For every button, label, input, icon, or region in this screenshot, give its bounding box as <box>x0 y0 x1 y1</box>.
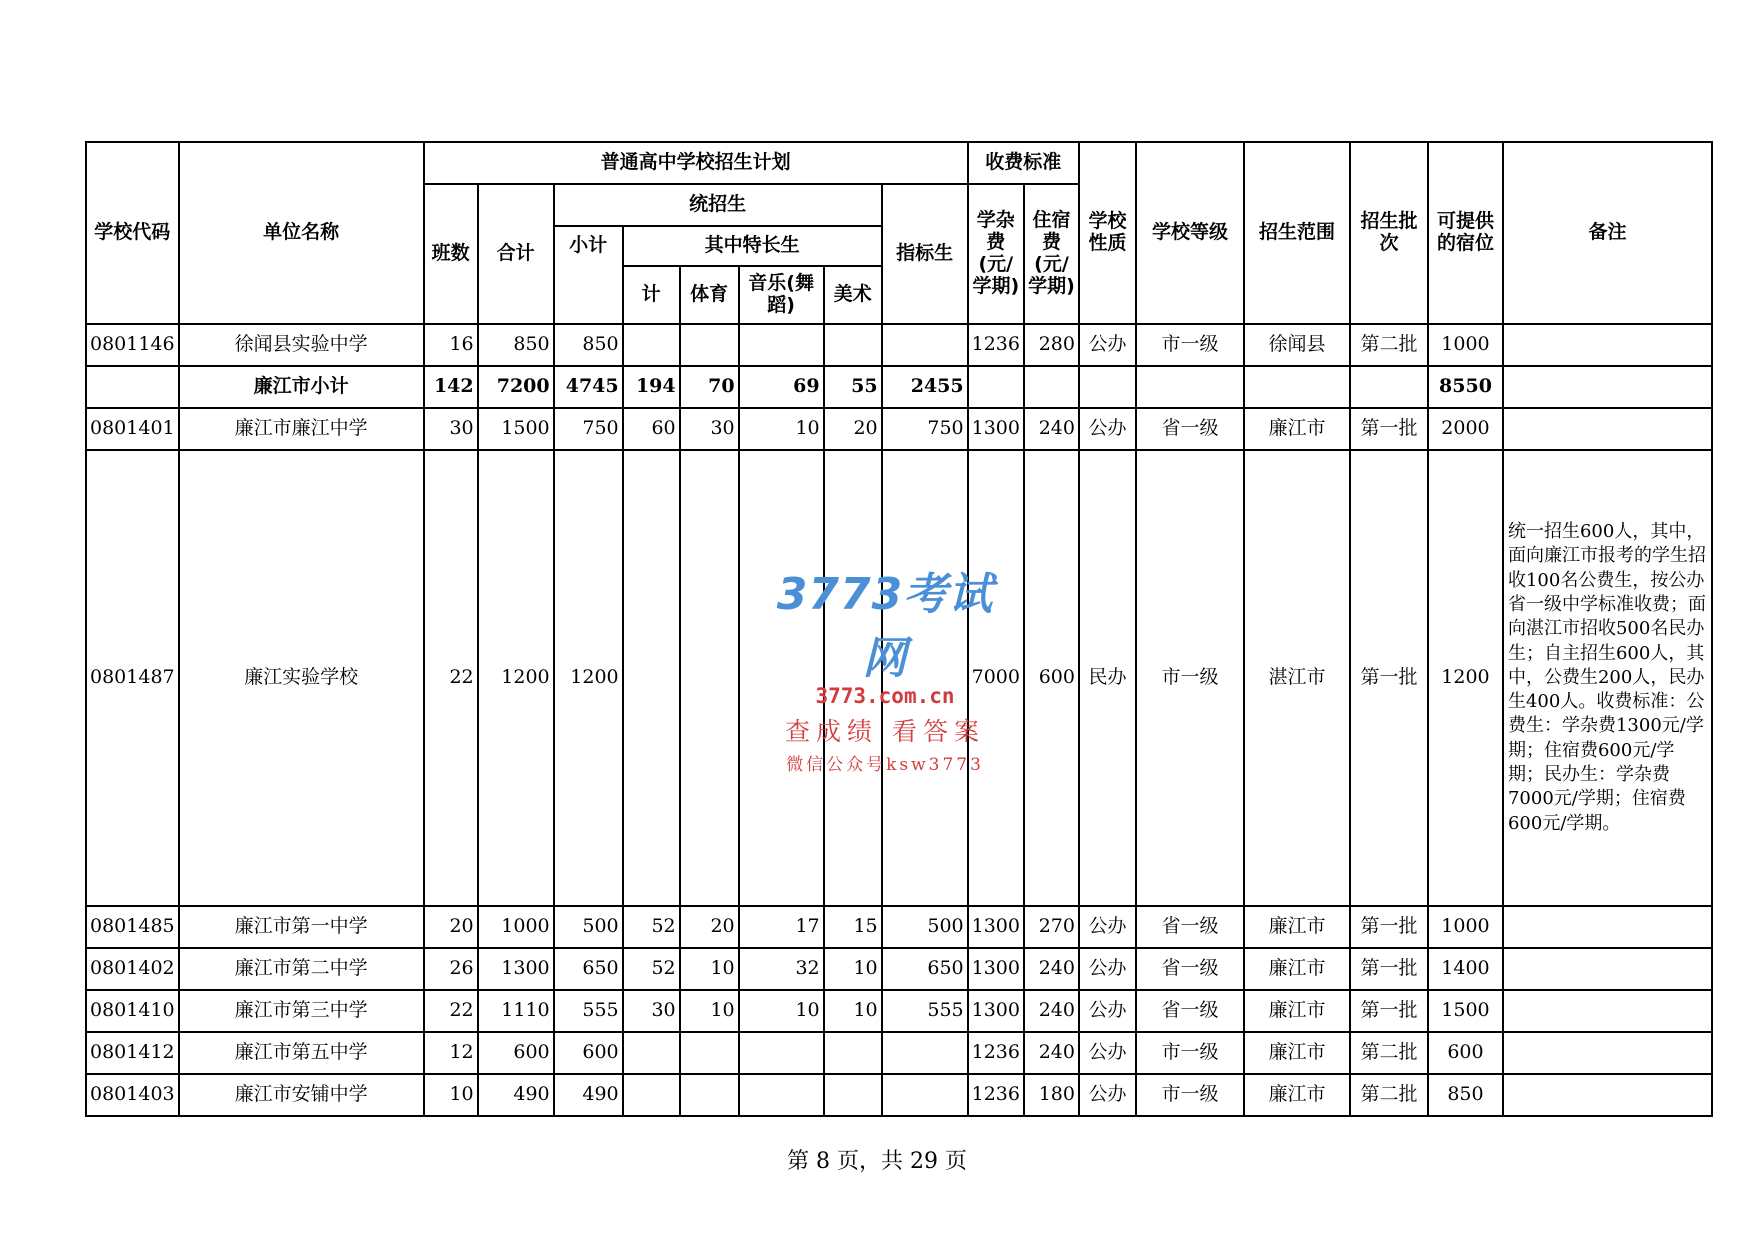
cell-quota: 650 <box>882 948 968 990</box>
cell-classes: 22 <box>424 990 478 1032</box>
cell-sports: 70 <box>680 366 739 408</box>
table-row <box>86 450 1712 906</box>
cell-subtotal: 650 <box>554 948 623 990</box>
cell-tuition: 7000 <box>968 450 1024 906</box>
cell-sp <box>623 1074 680 1116</box>
cell-code: 0801485 <box>86 906 179 948</box>
cell-subtotal: 850 <box>554 324 623 366</box>
cell-batch: 第一批 <box>1350 408 1428 450</box>
cell-range: 廉江市 <box>1244 1032 1350 1074</box>
cell-range: 湛江市 <box>1244 450 1350 906</box>
cell-beds: 1500 <box>1428 990 1503 1032</box>
cell-sports: 20 <box>680 906 739 948</box>
cell-music: 17 <box>739 906 824 948</box>
cell-code <box>86 366 179 408</box>
cell-sp <box>623 1032 680 1074</box>
cell-sp: 52 <box>623 948 680 990</box>
cell-range: 徐闻县 <box>1244 324 1350 366</box>
cell-subtotal: 600 <box>554 1032 623 1074</box>
cell-tuition <box>968 366 1024 408</box>
cell-music <box>739 1074 824 1116</box>
cell-lodging: 240 <box>1024 948 1079 990</box>
table-row <box>86 1032 1712 1074</box>
cell-level <box>1136 366 1244 408</box>
table-row <box>86 948 1712 990</box>
cell-art <box>824 1074 882 1116</box>
cell-classes: 16 <box>424 324 478 366</box>
cell-lodging: 240 <box>1024 990 1079 1032</box>
cell-total: 1500 <box>478 408 554 450</box>
header-unified: 统招生 <box>554 184 882 226</box>
cell-remark: 统一招生600人，其中，面向廉江市报考的学生招收100名公费生，按公办省一级中学标准收费；面向湛江市招收500名民办生；自主招生600人，其中，公费生200人，民办生400人。收费标准：公费生：学杂费1300元/学期；住宿费600元/学期；民办生：学杂费7000元/学期；住宿费600元/学期。 <box>1503 450 1712 906</box>
header-batch: 招生批次 <box>1350 142 1428 324</box>
cell-total: 600 <box>478 1032 554 1074</box>
cell-quota: 500 <box>882 906 968 948</box>
watermark-slogan: 查成绩 看答案 <box>785 717 985 746</box>
cell-sports: 10 <box>680 990 739 1032</box>
header-lodging: 住宿费(元/学期) <box>1024 184 1079 324</box>
header-plan: 普通高中学校招生计划 <box>424 142 968 184</box>
cell-tuition: 1236 <box>968 324 1024 366</box>
cell-nature: 公办 <box>1079 1074 1136 1116</box>
cell-name: 廉江市廉江中学 <box>179 408 424 450</box>
cell-range <box>1244 366 1350 408</box>
cell-beds: 1000 <box>1428 324 1503 366</box>
cell-quota: 2455 <box>882 366 968 408</box>
cell-subtotal: 750 <box>554 408 623 450</box>
cell-level: 省一级 <box>1136 990 1244 1032</box>
cell-sports: 30 <box>680 408 739 450</box>
cell-nature <box>1079 366 1136 408</box>
header-beds: 可提供的宿位 <box>1428 142 1503 324</box>
cell-sp <box>623 324 680 366</box>
header-level: 学校等级 <box>1136 142 1244 324</box>
header-total: 合计 <box>478 184 554 324</box>
cell-art: 15 <box>824 906 882 948</box>
cell-beds: 8550 <box>1428 366 1503 408</box>
cell-art <box>824 450 882 906</box>
cell-name: 徐闻县实验中学 <box>179 324 424 366</box>
header-subtotal: 小计 <box>554 226 623 324</box>
header-range: 招生范围 <box>1244 142 1350 324</box>
cell-classes: 20 <box>424 906 478 948</box>
header-special: 其中特长生 <box>623 226 882 266</box>
cell-nature: 公办 <box>1079 990 1136 1032</box>
cell-art: 55 <box>824 366 882 408</box>
cell-level: 市一级 <box>1136 324 1244 366</box>
cell-tuition: 1300 <box>968 408 1024 450</box>
cell-sp: 52 <box>623 906 680 948</box>
cell-level: 省一级 <box>1136 948 1244 990</box>
cell-tuition: 1300 <box>968 906 1024 948</box>
cell-classes: 30 <box>424 408 478 450</box>
cell-range: 廉江市 <box>1244 906 1350 948</box>
cell-level: 省一级 <box>1136 906 1244 948</box>
cell-quota: 750 <box>882 408 968 450</box>
cell-level: 市一级 <box>1136 450 1244 906</box>
header-classes: 班数 <box>424 184 478 324</box>
header-fee: 收费标准 <box>968 142 1079 184</box>
cell-name: 廉江市安铺中学 <box>179 1074 424 1116</box>
header-music: 音乐(舞蹈) <box>739 266 824 324</box>
cell-name: 廉江市小计 <box>179 366 424 408</box>
cell-art <box>824 1032 882 1074</box>
cell-nature: 公办 <box>1079 948 1136 990</box>
cell-code: 0801412 <box>86 1032 179 1074</box>
cell-remark <box>1503 1074 1712 1116</box>
cell-tuition: 1300 <box>968 948 1024 990</box>
header-sports: 体育 <box>680 266 739 324</box>
cell-total: 1200 <box>478 450 554 906</box>
cell-batch: 第一批 <box>1350 906 1428 948</box>
cell-nature: 公办 <box>1079 906 1136 948</box>
table-row <box>86 1074 1712 1116</box>
cell-remark <box>1503 948 1712 990</box>
cell-tuition: 1236 <box>968 1032 1024 1074</box>
cell-code: 0801146 <box>86 324 179 366</box>
cell-range: 廉江市 <box>1244 408 1350 450</box>
cell-sp: 194 <box>623 366 680 408</box>
cell-batch: 第二批 <box>1350 1074 1428 1116</box>
table-row <box>86 366 1712 408</box>
cell-art <box>824 324 882 366</box>
cell-subtotal: 1200 <box>554 450 623 906</box>
cell-nature: 公办 <box>1079 324 1136 366</box>
cell-sp <box>623 450 680 906</box>
cell-sports <box>680 450 739 906</box>
cell-subtotal: 500 <box>554 906 623 948</box>
cell-classes: 26 <box>424 948 478 990</box>
cell-subtotal: 4745 <box>554 366 623 408</box>
cell-level: 市一级 <box>1136 1074 1244 1116</box>
cell-code: 0801487 <box>86 450 179 906</box>
cell-tuition: 1236 <box>968 1074 1024 1116</box>
cell-lodging: 240 <box>1024 408 1079 450</box>
cell-name: 廉江市第二中学 <box>179 948 424 990</box>
cell-total: 1110 <box>478 990 554 1032</box>
cell-remark <box>1503 408 1712 450</box>
cell-remark <box>1503 990 1712 1032</box>
cell-classes: 142 <box>424 366 478 408</box>
cell-classes: 10 <box>424 1074 478 1116</box>
cell-code: 0801410 <box>86 990 179 1032</box>
cell-sports: 10 <box>680 948 739 990</box>
cell-beds: 600 <box>1428 1032 1503 1074</box>
cell-lodging: 600 <box>1024 450 1079 906</box>
cell-lodging: 180 <box>1024 1074 1079 1116</box>
header-remark: 备注 <box>1503 142 1712 324</box>
watermark-domain: 3773.com.cn <box>815 684 955 708</box>
cell-code: 0801401 <box>86 408 179 450</box>
cell-batch: 第二批 <box>1350 1032 1428 1074</box>
cell-lodging: 240 <box>1024 1032 1079 1074</box>
cell-art: 10 <box>824 948 882 990</box>
cell-quota <box>882 1032 968 1074</box>
header-sp-total: 计 <box>623 266 680 324</box>
cell-level: 市一级 <box>1136 1032 1244 1074</box>
cell-remark <box>1503 366 1712 408</box>
table-row <box>86 906 1712 948</box>
cell-music <box>739 450 824 906</box>
cell-range: 廉江市 <box>1244 990 1350 1032</box>
cell-quota <box>882 450 968 906</box>
cell-lodging <box>1024 366 1079 408</box>
cell-subtotal: 490 <box>554 1074 623 1116</box>
cell-remark <box>1503 1032 1712 1074</box>
cell-range: 廉江市 <box>1244 948 1350 990</box>
cell-music <box>739 1032 824 1074</box>
cell-beds: 1400 <box>1428 948 1503 990</box>
cell-batch: 第一批 <box>1350 450 1428 906</box>
cell-remark <box>1503 906 1712 948</box>
cell-name: 廉江实验学校 <box>179 450 424 906</box>
cell-lodging: 280 <box>1024 324 1079 366</box>
cell-art: 20 <box>824 408 882 450</box>
header-tuition: 学杂费(元/学期) <box>968 184 1024 324</box>
cell-music <box>739 324 824 366</box>
header-art: 美术 <box>824 266 882 324</box>
cell-beds: 1200 <box>1428 450 1503 906</box>
cell-sports <box>680 1074 739 1116</box>
cell-music: 10 <box>739 408 824 450</box>
cell-code: 0801402 <box>86 948 179 990</box>
cell-batch <box>1350 366 1428 408</box>
watermark-brand: 3773考试网 <box>776 569 994 684</box>
cell-total: 490 <box>478 1074 554 1116</box>
cell-name: 廉江市第五中学 <box>179 1032 424 1074</box>
cell-level: 省一级 <box>1136 408 1244 450</box>
cell-subtotal: 555 <box>554 990 623 1032</box>
cell-total: 1300 <box>478 948 554 990</box>
cell-sp: 30 <box>623 990 680 1032</box>
table-row <box>86 324 1712 366</box>
cell-sports <box>680 1032 739 1074</box>
cell-sports <box>680 324 739 366</box>
cell-lodging: 270 <box>1024 906 1079 948</box>
page-footer: 第 8 页，共 29 页 <box>787 1149 967 1174</box>
cell-classes: 22 <box>424 450 478 906</box>
header-nature: 学校性质 <box>1079 142 1136 324</box>
header-quota: 指标生 <box>882 184 968 324</box>
cell-name: 廉江市第三中学 <box>179 990 424 1032</box>
header-code: 学校代码 <box>86 142 179 324</box>
cell-batch: 第一批 <box>1350 948 1428 990</box>
cell-music: 32 <box>739 948 824 990</box>
cell-art: 10 <box>824 990 882 1032</box>
cell-total: 1000 <box>478 906 554 948</box>
cell-music: 69 <box>739 366 824 408</box>
cell-tuition: 1300 <box>968 990 1024 1032</box>
cell-total: 7200 <box>478 366 554 408</box>
watermark-wechat: 微信公众号ksw3773 <box>786 755 984 775</box>
cell-name: 廉江市第一中学 <box>179 906 424 948</box>
cell-range: 廉江市 <box>1244 1074 1350 1116</box>
enrollment-plan-table <box>85 141 1713 1117</box>
cell-code: 0801403 <box>86 1074 179 1116</box>
cell-remark <box>1503 324 1712 366</box>
cell-beds: 850 <box>1428 1074 1503 1116</box>
cell-classes: 12 <box>424 1032 478 1074</box>
cell-beds: 1000 <box>1428 906 1503 948</box>
cell-total: 850 <box>478 324 554 366</box>
cell-quota: 555 <box>882 990 968 1032</box>
cell-quota <box>882 324 968 366</box>
cell-batch: 第一批 <box>1350 990 1428 1032</box>
cell-nature: 民办 <box>1079 450 1136 906</box>
cell-sp: 60 <box>623 408 680 450</box>
cell-quota <box>882 1074 968 1116</box>
table-row <box>86 408 1712 450</box>
cell-beds: 2000 <box>1428 408 1503 450</box>
cell-nature: 公办 <box>1079 1032 1136 1074</box>
cell-nature: 公办 <box>1079 408 1136 450</box>
header-name: 单位名称 <box>179 142 424 324</box>
table-row <box>86 990 1712 1032</box>
cell-music: 10 <box>739 990 824 1032</box>
cell-batch: 第二批 <box>1350 324 1428 366</box>
